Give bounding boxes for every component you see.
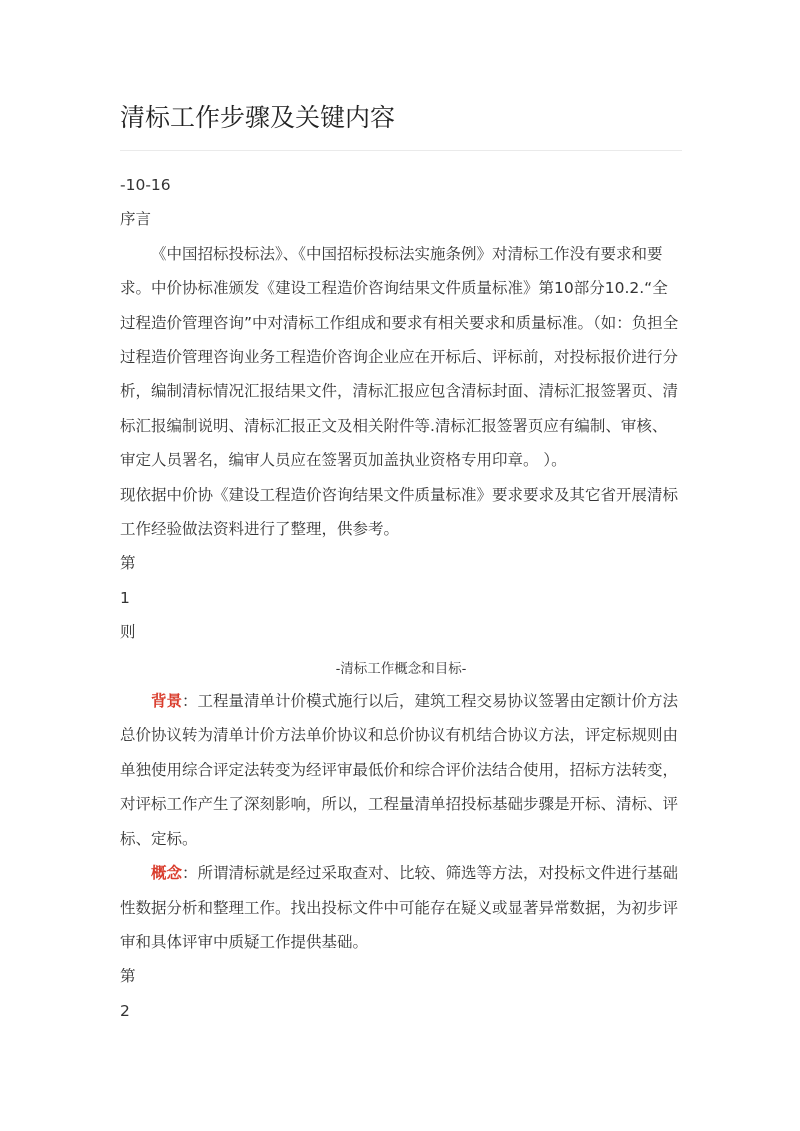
document-body [120,168,682,1028]
preface-paragraph-1: 《中国招标投标法》、《中国招标投标法实施条例》对清标工作没有要求和要求。中价协标准颁发《建设工程造价咨询结果文件质量标准》第10部分10.2.“全过程造价管理咨询”中对清标工作组成和要求有相关要求和质量标准。（如：负担全过程造价管理咨询业务工程造价咨询企业应在开标后、评标前，对投标报价进行分析，编制清标情况汇报结果文件，清标汇报应包含清标封面、清标汇报签署页、清标汇报编制说明、清标汇报正文及相关附件等.清标汇报签署页应有编制、审核、审定人员署名，编审人员应在签署页加盖执业资格专用印章。 ）。 [120,244,679,470]
preface-label: 序言 [120,210,152,229]
background-colon: ： [182,692,198,711]
concept-colon: ： [182,864,198,883]
concept-paragraph [120,856,682,959]
concept-text: 所谓清标就是经过采取查对、比较、筛选等方法，对投标文件进行基础性数据分析和整理工作。找出投标文件中可能存在疑义或显著异常数据，为初步评审和具体评审中质疑工作提供基础。 [120,864,679,951]
title-divider [120,150,682,151]
concept-label: 概念 [151,863,183,883]
chapter-1-di: 第 [120,554,136,573]
date-line: -10-16 [120,176,171,194]
background-paragraph [120,684,682,856]
chapter-1-number: 1 [120,588,130,607]
chapter-2-number: 2 [120,1001,130,1020]
chapter-2-di: 第 [120,967,136,986]
chapter-1-subtitle: -清标工作概念和目标- [335,660,467,677]
preface-paragraph-2: 现依据中价协《建设工程造价咨询结果文件质量标准》要求要求及其它省开展清标工作经验做法资料进行了整理，供参考。 [120,485,679,539]
chapter-1-ze: 则 [120,623,136,642]
background-text: 工程量清单计价模式施行以后，建筑工程交易协议签署由定额计价方法总价协议转为清单计价方法单价协议和总价协议有机结合协议方法，评定标规则由单独使用综合评定法转变为经评审最低价和综合评价法结合使用，招标方法转变，对评标工作产生了深刻影响，所以，工程量清单招投标基础步骤是开标、清标、评标、定标。 [120,692,679,848]
page-title: 清标工作步骤及关键内容 [120,103,396,132]
background-label: 背景 [151,691,183,711]
